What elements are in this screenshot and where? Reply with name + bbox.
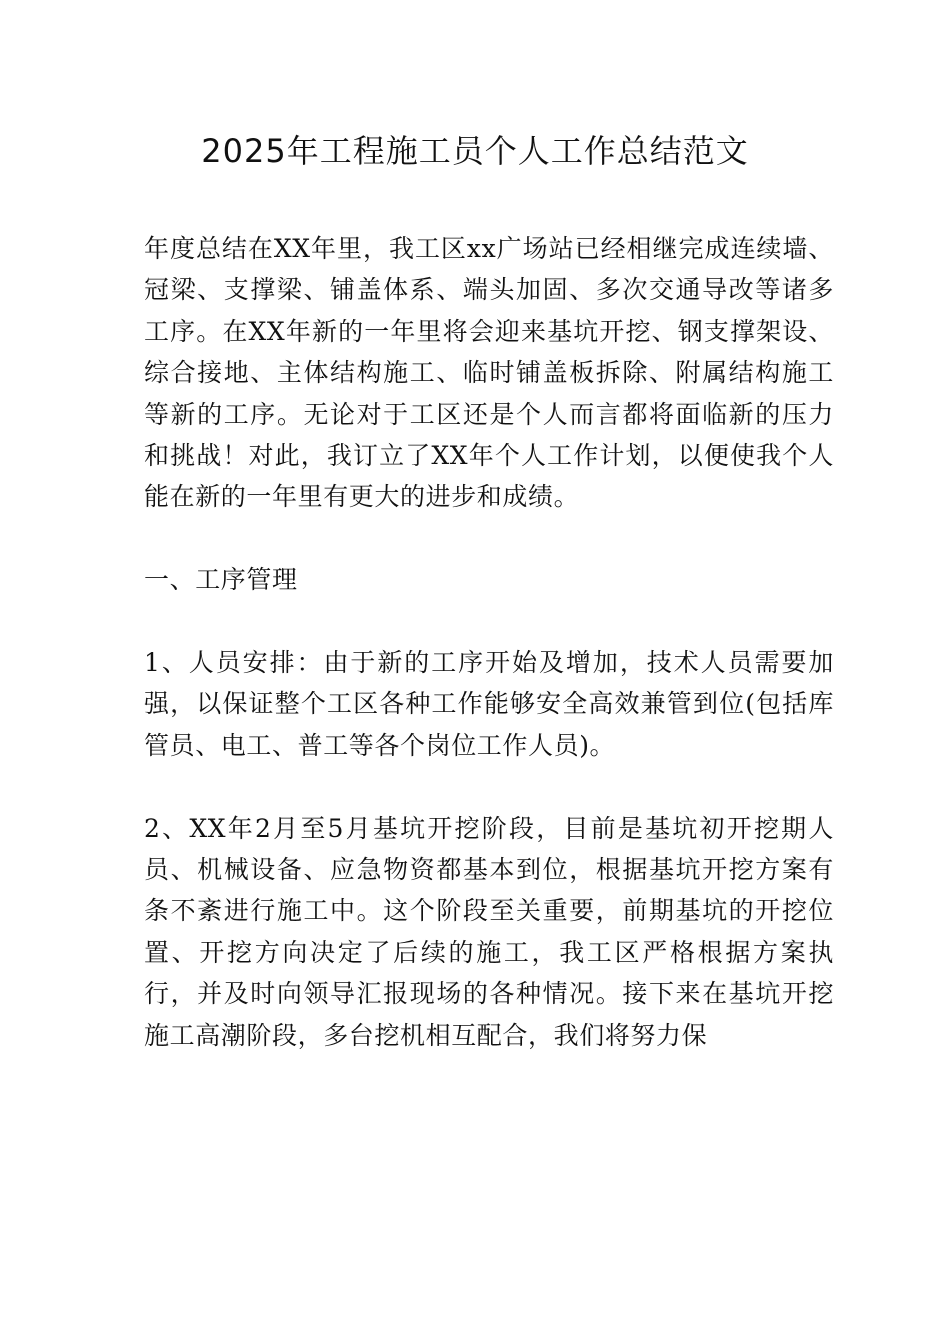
document-body xyxy=(144,228,834,1056)
intro-paragraph: 年度总结在XX年里，我工区xx广场站已经相继完成连续墙、冠梁、支撑梁、铺盖体系、端头加固、多次交通导改等诸多工序。在XX年新的一年里将会迎来基坑开挖、钢支撑架设、综合接地、主体结构施工、临时铺盖板拆除、附属结构施工等新的工序。无论对于工区还是个人而言都将面临新的压力和挑战！对此，我订立了XX年个人工作计划，以便使我个人能在新的一年里有更大的进步和成绩。 xyxy=(144,234,834,512)
paragraph-spacer xyxy=(144,518,834,559)
item-1-paragraph: 1、人员安排：由于新的工序开始及增加，技术人员需要加强，以保证整个工区各种工作能够安全高效兼管到位(包括库管员、电工、普工等各个岗位工作人员)。 xyxy=(144,648,834,760)
document-title: 2025年工程施工员个人工作总结范文 xyxy=(201,132,749,170)
paragraph-spacer xyxy=(144,601,834,642)
section-heading-process-management: 一、工序管理 xyxy=(144,565,298,595)
item-2-paragraph: 2、XX年2月至5月基坑开挖阶段，目前是基坑初开挖期人员、机械设备、应急物资都基本到位，根据基坑开挖方案有条不紊进行施工中。这个阶段至关重要，前期基坑的开挖位置、开挖方向决定了后续的施工，我工区严格根据方案执行，并及时向领导汇报现场的各种情况。接下来在基坑开挖施工高潮阶段，多台挖机相互配合，我们将努力保 xyxy=(144,813,834,1050)
paragraph-spacer xyxy=(144,766,834,807)
